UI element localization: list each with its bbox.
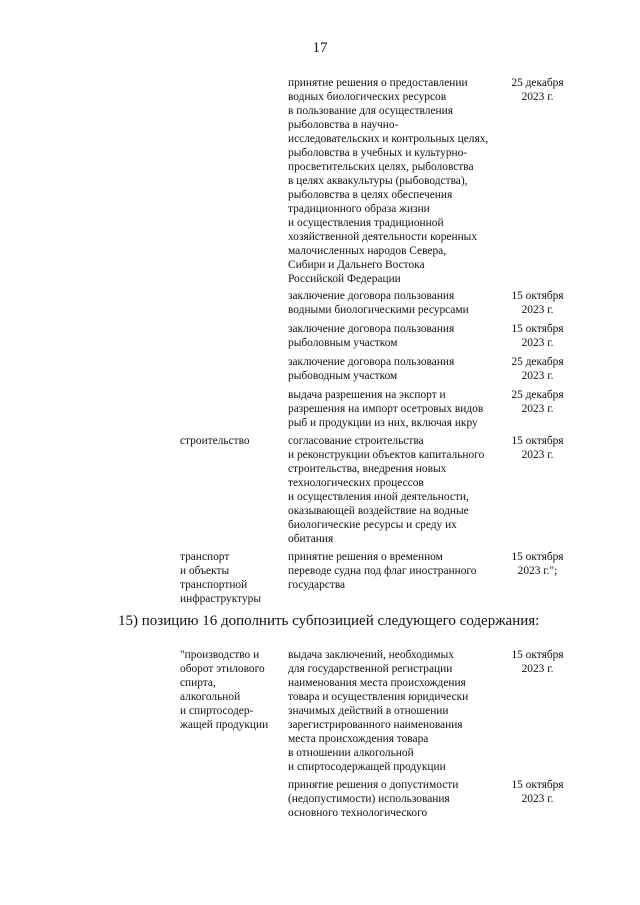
table-cell-action: выдача заключений, необходимых для государственной регистрации наименования места происхождения товара и осуществления юридически значимых действий в отношении зарегистрированного наименования места происхождения товара в отношении алкогольной и спиртосодержащей продукции — [288, 649, 469, 773]
table-cell-date: 15 октября 2023 г. — [511, 649, 564, 675]
table-cell-date: 25 декабря 2023 г. — [511, 356, 564, 382]
table-cell-action: согласование строительства и реконструкции объектов капитального строительства, внедрения новых технологических процессов и осуществления иной деятельности, оказывающей воздействие на водные биологические ресурсы и среду их обитания — [288, 435, 485, 545]
table-cell-date: 15 октября 2023 г. — [511, 323, 564, 349]
table-cell-area: строительство — [180, 435, 250, 447]
table-cell-action: принятие решения о предоставлении водных биологических ресурсов в пользование для осуществления рыболовства в научно- исследовательских и контрольных целях, рыболовства в учебных и культурно- просветительских целях, рыболовства в целях аквакультуры (рыбоводства), рыболовства в целях обеспечения традиционного образа жизни и осуществления традиционной хозяйственной деятельности коренных малочисленных народов Севера, Сибири и Дальнего Востока Российской Федерации — [288, 77, 489, 285]
table-cell-date: 15 октября 2023 г. — [511, 435, 564, 461]
table-cell-date: 25 декабря 2023 г. — [511, 77, 564, 103]
table-cell-date: 15 октября 2023 г."; — [511, 551, 564, 577]
table-cell-date: 15 октября 2023 г. — [511, 779, 564, 805]
table-cell-action: заключение договора пользования рыболовным участком — [288, 323, 455, 349]
table-cell-date: 15 октября 2023 г. — [511, 290, 564, 316]
table-cell-action: заключение договора пользования рыбоводным участком — [288, 356, 455, 382]
table-cell-area: транспорт и объекты транспортной инфраструктуры — [180, 551, 261, 605]
table-cell-date: 25 декабря 2023 г. — [511, 389, 564, 415]
page-number: 17 — [312, 40, 328, 56]
table-cell-action: принятие решения о временном переводе судна под флаг иностранного государства — [288, 551, 477, 591]
table-cell-action: заключение договора пользования водными биологическими ресурсами — [288, 290, 469, 316]
section-15-heading: 15) позицию 16 дополнить субпозицией следующего содержания: — [118, 613, 540, 629]
table-cell-area: "производство и оборот этилового спирта, алкогольной и спиртосодер- жащей продукции — [180, 649, 269, 731]
table-cell-action: принятие решения о допустимости (недопустимости) использования основного технологического — [288, 779, 459, 819]
table-cell-action: выдача разрешения на экспорт и разрешения на импорт осетровых видов рыб и продукции из них, включая икру — [288, 389, 484, 429]
